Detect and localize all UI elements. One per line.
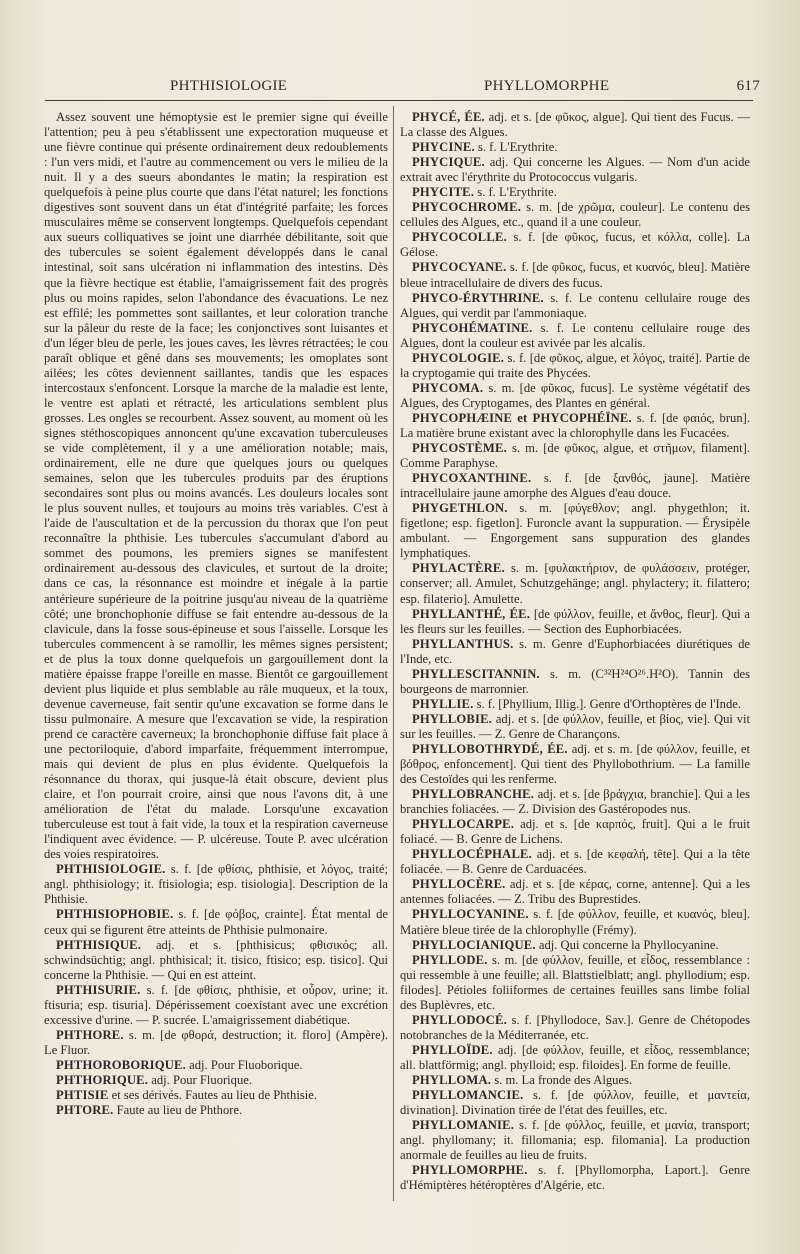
entry-definition: s. f. L'Erythrite. xyxy=(474,185,557,200)
dictionary-entry xyxy=(400,1043,750,1073)
entry-headword: PHYLLANTHUS. xyxy=(412,636,514,651)
entry-headword: PHYLLANTHÉ, ÉE. xyxy=(412,606,531,621)
entry-definition: s. f. Le contenu cellulaire rouge des Algues, dont la couleur est avivée par les alcalis. xyxy=(400,320,750,350)
dictionary-entry xyxy=(400,607,750,637)
entry-definition: adj. et s. [de καρπός, fruit]. Qui a le fruit foliacé. — B. Genre de Lichens. xyxy=(400,817,750,847)
entry-definition: adj. et s. [de κεφαλή, tête]. Qui a la tête foliacée. — B. Genre de Carduacées. xyxy=(400,847,750,877)
entry-headword: PHYLLOCÉPHALE. xyxy=(412,847,533,862)
dictionary-entry xyxy=(400,1013,750,1043)
entry-headword: PHTHOROBORIQUE. xyxy=(56,1057,187,1072)
entry-headword: PHYLLOCYANINE. xyxy=(412,907,529,922)
header-left-title: PHTHISIOLOGIE xyxy=(170,78,288,94)
dictionary-entry xyxy=(400,847,750,877)
entry-definition: s. m. Genre d'Euphorbiacées diurétiques de l'Inde, etc. xyxy=(400,636,750,666)
intro-paragraph: Assez souvent une hémoptysie est le premier signe qui éveille l'attention; peu à peu s'établissent une expectoration muqueuse et une fièvre continue qui présente ordinairement deux redoublements : l'un vers midi, et l'autre au commencement ou vers le milieu de la nuit. Il y a des sueurs abondantes le matin; la respiration est quelquefois à peine plus courte que dans l'état naturel; les fonctions digestives sont souvent dans un état d'intégrité parfaite; les forces musculaires même se conservent longtemps. Quelquefois cependant aux sueurs colliquatives se joint une diarrhée débilitante, soit que des tubercules se soient également développés dans le canal intestinal, soit sans ulcération ni inflammation des intestins. Dès que la fièvre hectique est établie, l'amaigrissement fait des progrès plus ou moins rapides, selon l'abondance des évacuations. Le nez est effilé; les pommettes sont saillantes, et leur coloration tranche sur la pâleur du reste de la face; les conjonctives sont luisantes et d'un léger bleu de perle, les joues caves, les lèvres rétractées; le cou paraît oblique et gêné dans ses mouvements; les omoplates sont ailées; les côtes deviennent saillantes, tandis que les espaces intercostaux s'enfoncent. Lorsque la marche de la maladie est lente, le ventre est aplati et rétracté, les articulations semblent plus grosses. Les ongles se recourbent. Assez souvent, au moment où les signes stéthoscopiques annoncent qu'une excavation tuberculeuses se vide complètement, il y a une amélioration notable; mais, ordinairement, elle ne dure que quelques jours ou quelques semaines, selon que les tubercules produits par des éruptions secondaires sont plus ou moins avancés. Les douleurs locales sont le plus souvent nulles, et toujours au moins très variables. C'est à l'aide de l'auscultation et de la percussion du thorax que l'on peut reconnaître la phthisie. Les tubercules s'accumulant d'abord au sommet des poumons, les premiers signes se manifestent ordinairement au-dessous des clavicules, et surtout de la droite; dans ce cas, la résonnance est moindre et inégale à la partie antérieure supérieure de la poitrine jusqu'au niveau de la quatrième côté; une bronchophonie diffuse se fait entendre au-dessous de la clavicule, dans la fosse sous-épineuse et sous l'aisselle. Lorsque les tubercules commencent à se ramollir, les mêmes signes persistent; et de plus la toux donne quelquefois un gargouillement dont la matière épaisse frappe l'oreille en masse. Bientôt ce gargouillement devient plus liquide et plus semblable au râle muqueux, et la toux, devenue caverneuse, fait sentir qu'une excavation se forme dans le tissu pulmonaire. A mesure que l'excavation se vide, la respiration prend ce caractère caverneux; la bronchophonie diffuse fait place à une pectoriloquie, d'abord imparfaite, fréquemment interrompue, mais qui devient de plus en plus évidente. Quelquefois la résonnance du thorax, qui jusque-là était obscure, devient plus claire, et l'on pourrait croire, ainsi que nous l'avons dit, à une amélioration de l'état du malade. Lorsqu'une excavation tuberculeuse est tout à fait vide, la toux et la respiration caverneuse l'indiquent avec évidence. — P. ulcéreuse. Toute P. avec ulcération des voies respiratoires. xyxy=(44,110,388,862)
dictionary-entry xyxy=(400,411,750,441)
entry-headword: PHYCOCOLLE. xyxy=(412,230,507,245)
dictionary-entry xyxy=(44,1103,388,1118)
dictionary-entry xyxy=(400,817,750,847)
column-divider xyxy=(393,106,394,1201)
dictionary-entry xyxy=(400,1073,750,1088)
entry-headword: PHTHISIOPHOBIE. xyxy=(56,907,174,922)
entry-definition: s. f. [de φῦκος, fucus, et κυανός, bleu]. Matière bleue intracellulaire de divers des fucus. xyxy=(400,260,750,290)
dictionary-entry xyxy=(400,561,750,606)
entry-headword: PHYLLODOCÉ. xyxy=(412,1012,507,1027)
dictionary-entry xyxy=(44,862,388,907)
dictionary-entry xyxy=(44,1028,388,1058)
entry-definition: s. f. [de φθίσις, phthisie, et λόγος, traité; angl. phthisiology; it. ftisiologia; esp. tisiologia]. Description de la Phthisie. xyxy=(44,862,388,907)
entry-definition: adj. et s. [phthisicus; φθισικός; all. schwindsüchtig; angl. phthisical; it. tisico, ftisico; esp. tisico]. Qui concerne la Phthisie. — Qui en est atteint. xyxy=(44,937,388,982)
entry-headword: PHYCOMA. xyxy=(412,380,484,395)
left-entries xyxy=(44,862,388,1118)
dictionary-entry xyxy=(400,185,750,200)
left-column xyxy=(44,110,388,1118)
entry-headword: PHYLLOBIE. xyxy=(412,711,493,726)
entry-definition: s. f. [de φθίσις, phthisie, et οὖρον, urine; it. ftisuria; esp. tisuria]. Dépérissement coexistant avec une excrétion excessive d'urine. — P. sucrée. L'amaigrissement diabétique. xyxy=(44,982,388,1027)
dictionary-entry xyxy=(400,501,750,561)
dictionary-entry xyxy=(400,155,750,185)
dictionary-entry xyxy=(400,1118,750,1163)
entry-definition: adj. Pour Fluorique. xyxy=(148,1073,253,1087)
entry-definition: s. f. [de φαιός, brun]. La matière brune existant avec la chlorophylle dans les Fucacées. xyxy=(400,410,750,440)
dictionary-entry xyxy=(400,877,750,907)
entry-headword: PHYLLIE. xyxy=(412,696,474,711)
entry-definition: s. f. Le contenu cellulaire rouge des Algues, qui verdit par l'ammoniaque. xyxy=(400,290,750,320)
entry-headword: PHYLLOCÈRE. xyxy=(412,877,506,892)
entry-headword: PHYLACTÈRE. xyxy=(412,561,505,576)
entry-definition: s. f. [de φῦκος, fucus, et κόλλα, colle]. La Gélose. xyxy=(400,230,750,260)
entry-headword: PHYCOCHROME. xyxy=(412,200,522,215)
entry-definition: s. f. [Phyllium, Illig.]. Genre d'Orthoptères de l'Inde. xyxy=(473,696,741,711)
entry-definition: s. m. [de χρῶμα, couleur]. Le contenu des cellules des Algues, etc., quand il a une couleur. xyxy=(400,200,750,230)
entry-headword: PHYCOPHÆINE et PHYCOPHÉÏNE. xyxy=(412,410,632,425)
entry-definition: adj. et s. [de φύλλον, feuille, et βίος, vie]. Qui vit sur les feuilles. — Z. Genre de Charançons. xyxy=(400,711,750,741)
dictionary-entry xyxy=(44,1088,388,1103)
dictionary-entry xyxy=(400,938,750,953)
entry-definition: s. m. [de φῦκος, fucus]. Le système végétatif des Algues, des Cryptogames, des Plantes en général. xyxy=(400,380,750,410)
entry-definition: s. f. [de φῦκος, algue, et λόγος, traité]. Partie de la cryptogamie qui traite des Phycées. xyxy=(400,350,750,380)
entry-headword: PHYCOSTÈME. xyxy=(412,441,507,456)
entry-definition: s. m. (C³²H²⁴O²⁶.H²O). Tannin des bourgeons de marronnier. xyxy=(400,666,750,696)
dictionary-entry xyxy=(44,907,388,937)
entry-definition: s. m. [φύγεθλον; angl. phygethlon; it. figetlone; esp. figetlon]. Furoncle avant la suppuration. — Érysipèle ambulant. — Engorgement sans suppuration des glandes lymphatiques. xyxy=(400,501,750,561)
dictionary-entry xyxy=(400,667,750,697)
entry-definition: adj. Qui concerne les Algues. — Nom d'un acide extrait avec l'érythrite du Protococcus vulgaris. xyxy=(400,155,750,185)
entry-definition: et ses dérivés. Fautes au lieu de Phthisie. xyxy=(108,1088,317,1103)
dictionary-entry xyxy=(44,983,388,1028)
dictionary-entry xyxy=(44,1058,388,1073)
entry-headword: PHYLLOBRANCHE. xyxy=(412,787,535,802)
dictionary-entry xyxy=(400,441,750,471)
entry-headword: PHYLLODE. xyxy=(412,952,488,967)
dictionary-entry xyxy=(44,938,388,983)
entry-headword: PHTISIE xyxy=(56,1088,109,1103)
dictionary-entry xyxy=(44,1073,388,1088)
entry-definition: s. m. [de φῦκος, algue, et στῆμων, filament]. Comme Paraphyse. xyxy=(400,441,750,471)
header-rule xyxy=(45,100,753,101)
entry-headword: PHTHISIQUE. xyxy=(56,937,142,952)
dictionary-entry xyxy=(400,637,750,667)
dictionary-entry xyxy=(400,712,750,742)
entry-headword: PHYLLOMANIE. xyxy=(412,1118,515,1133)
dictionary-entry xyxy=(400,230,750,260)
entry-definition: s. m. [de φθορά, destruction; it. floro] (Ampère). Le Fluor. xyxy=(44,1027,388,1057)
entry-definition: adj. et s. [de φῦκος, algue]. Qui tient des Fucus. — La classe des Algues. xyxy=(400,110,750,140)
page-header xyxy=(40,78,760,100)
entry-definition: adj. [de φύλλον, feuille, et εἶδος, ressemblance; all. blattförmig; angl. phylloid; esp. filoides]. En forme de feuille. xyxy=(400,1042,750,1072)
entry-headword: PHYLLOMANCIE. xyxy=(412,1088,524,1103)
entry-definition: s. f. [de φύλλος, feuille, et μανία, transport; angl. phyllomany; it. fillomania; esp. filomania]. La production anormale de feuilles au lieu de fruits. xyxy=(400,1118,750,1163)
entry-headword: PHYCOHÉMATINE. xyxy=(412,320,533,335)
entry-headword: PHYGETHLON. xyxy=(412,501,508,516)
dictionary-entry xyxy=(400,200,750,230)
entry-headword: PHYCOXANTHINE. xyxy=(412,471,532,486)
entry-definition: s. m. [de φύλλον, feuille, et εἶδος, ressemblance : qui ressemble à une feuille; all. Blattstielblatt; angl. phyllodium; esp. filodes]. Pétioles foliiformes de certaines feuilles sans limbe folial des Buplèvres, etc. xyxy=(400,952,750,1012)
dictionary-entry xyxy=(400,140,750,155)
entry-definition: s. m. La fronde des Algues. xyxy=(491,1073,633,1087)
entry-headword: PHYLLOÏDE. xyxy=(412,1042,493,1057)
entry-headword: PHYLLESCITANNIN. xyxy=(412,666,540,681)
dictionary-entry xyxy=(400,1088,750,1118)
entry-headword: PHTHORE. xyxy=(56,1027,124,1042)
dictionary-entry xyxy=(400,907,750,937)
entry-definition: adj. et s. [de κέρας, corne, antenne]. Qui a les antennes foliacées. — Z. Tribu des Buprestides. xyxy=(400,877,750,907)
dictionary-entry xyxy=(400,697,750,712)
entry-headword: PHYLLOCIANIQUE. xyxy=(412,937,536,952)
entry-definition: s. f. [de φύλλον, feuille, et μαντεία, divination]. Divination tirée de l'état des feuilles, etc. xyxy=(400,1088,750,1118)
entry-definition: s. f. L'Erythrite. xyxy=(474,140,558,155)
entry-headword: PHYLLOBOTHRYDÉ, ÉE. xyxy=(412,741,568,756)
dictionary-entry xyxy=(400,351,750,381)
dictionary-entry xyxy=(400,1163,750,1193)
entry-headword: PHYCÉ, ÉE. xyxy=(412,110,485,124)
entry-headword: PHTORE. xyxy=(56,1103,114,1118)
entry-headword: PHYLLOCARPE. xyxy=(412,817,515,832)
dictionary-entry xyxy=(400,953,750,1013)
entry-headword: PHTHORIQUE. xyxy=(56,1073,149,1087)
right-entries xyxy=(400,110,750,1193)
page-number: 617 xyxy=(736,78,760,94)
entry-headword: PHYCIQUE. xyxy=(412,155,485,170)
dictionary-entry xyxy=(400,110,750,140)
header-right-title: PHYLLOMORPHE xyxy=(484,78,610,94)
entry-headword: PHYCOCYANE. xyxy=(412,260,507,275)
entry-headword: PHTHISURIE. xyxy=(56,982,141,997)
entry-definition: s. f. [de ξανθός, jaune]. Matière intracellulaire jaune amorphe des Algues d'eau douce. xyxy=(400,471,750,501)
right-column xyxy=(400,110,750,1193)
entry-definition: adj. Pour Fluoborique. xyxy=(186,1057,303,1072)
entry-definition: adj. et s. [de βράγχια, branchie]. Qui a les branchies foliacées. — Z. Division des Gastéropodes nus. xyxy=(400,787,750,817)
entry-definition: adj. Qui concerne la Phyllocyanine. xyxy=(535,937,719,952)
dictionary-entry xyxy=(400,260,750,290)
dictionary-entry xyxy=(400,742,750,787)
entry-headword: PHYCO-ÉRYTHRINE. xyxy=(412,290,544,305)
entry-definition: s. f. [Phyllomorpha, Laport.]. Genre d'Hémiptères hétéroptères d'Algérie, etc. xyxy=(400,1163,750,1193)
entry-definition: adj. et s. m. [de φύλλον, feuille, et βόθρος, enfoncement]. Qui tient des Phyllobothrium. — La famille des Cestoïdes qui les renferme. xyxy=(400,741,750,787)
entry-definition: Faute au lieu de Phthore. xyxy=(113,1103,243,1118)
entry-headword: PHYCOLOGIE. xyxy=(412,350,505,365)
entry-definition: s. f. [de φύλλον, feuille, et κυανός, bleu]. Matière bleue tirée de la chlorophylle (Frémy). xyxy=(400,907,750,937)
dictionary-entry xyxy=(400,321,750,351)
entry-definition: s. m. [φυλακτήριον, de φυλάσσειν, protéger, conserver; all. Amulet, Schutzgehänge; angl. phylactery; it. filattero; esp. filaterio]. Amulette. xyxy=(400,561,750,606)
entry-headword: PHYCINE. xyxy=(412,140,475,155)
dictionary-entry xyxy=(400,471,750,501)
dictionary-entry xyxy=(400,787,750,817)
entry-definition: s. f. [Phyllodoce, Sav.]. Genre de Chétopodes notobranches de la Méditerranée, etc. xyxy=(400,1012,750,1042)
entry-headword: PHYLLOMORPHE. xyxy=(412,1163,528,1178)
entry-headword: PHTHISIOLOGIE. xyxy=(56,862,166,877)
entry-definition: s. f. [de φόβος, crainte]. État mental de ceux qui se figurent être atteints de Phthisie pulmonaire. xyxy=(44,907,388,937)
dictionary-entry xyxy=(400,381,750,411)
dictionary-entry xyxy=(400,291,750,321)
entry-definition: [de φύλλον, feuille, et ἄνθος, fleur]. Qui a les fleurs sur les feuilles. — Section des Euphorbiacées. xyxy=(400,606,750,636)
entry-headword: PHYCITE. xyxy=(412,185,475,200)
entry-headword: PHYLLOMA. xyxy=(412,1073,492,1087)
